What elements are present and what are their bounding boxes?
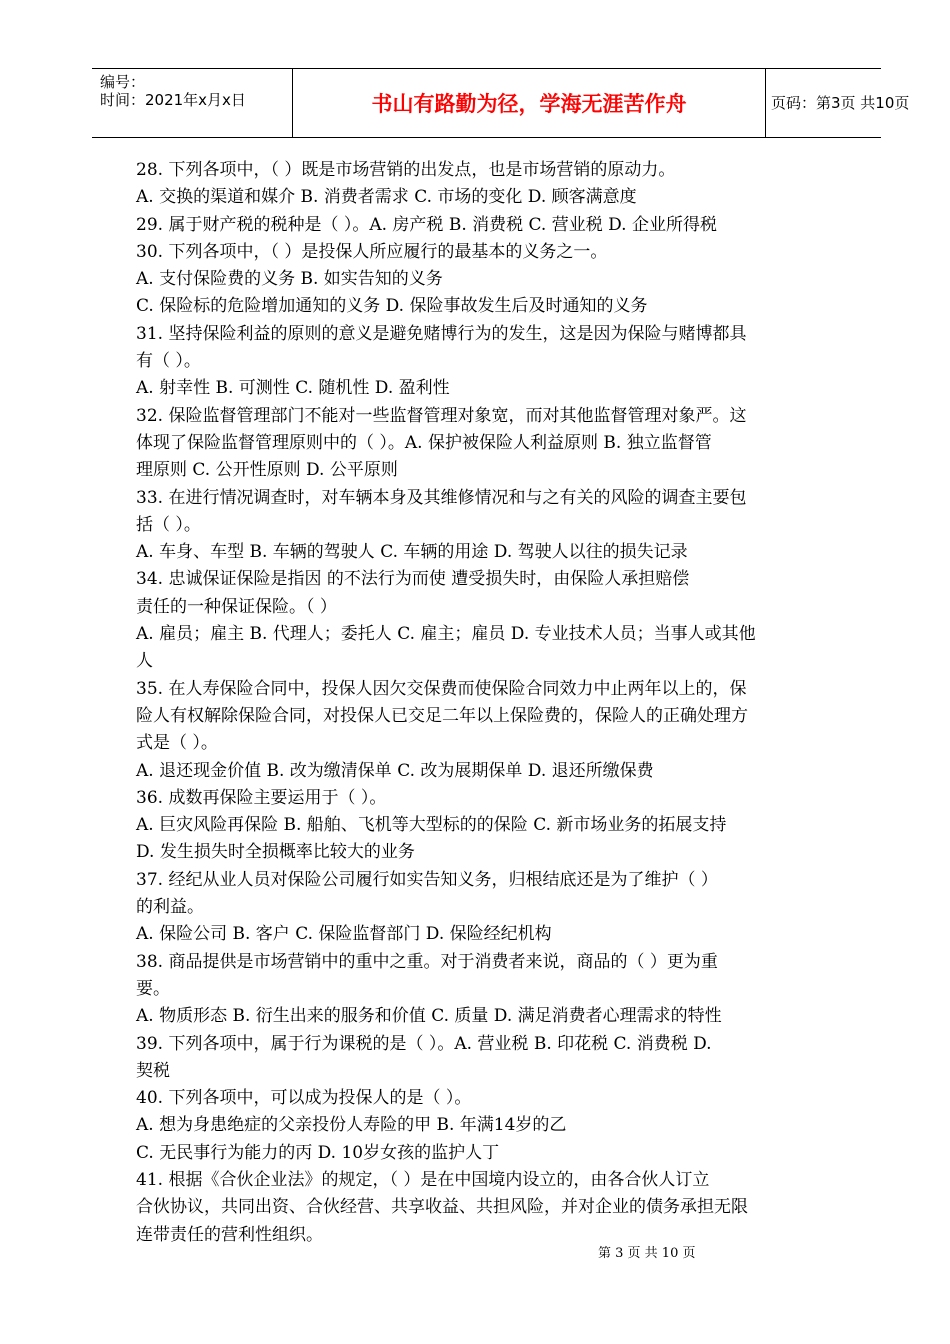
text-line: 括（ ）。: [136, 514, 201, 535]
header-page-info: 页码：第3页 共10页: [771, 94, 910, 112]
text-line: 41. 根据《合伙企业法》的规定，（ ）是在中国境内设立的，由各合伙人订立: [136, 1169, 710, 1190]
question-body: [136, 157, 840, 1249]
text-line: 39. 下列各项中，属于行为课税的是（ ）。A. 营业税 B. 印花税 C. 消费税 D.: [136, 1033, 712, 1054]
document-time-label: 时间：2021年x月x日: [100, 91, 246, 109]
header-meta: [92, 69, 292, 137]
text-line: 38. 商品提供是市场营销中的重中之重。对于消费者来说，商品的（ ）更为重: [136, 951, 718, 972]
text-line: 31. 坚持保险利益的原则的意义是避免赌博行为的发生，这是因为保险与赌博都具: [136, 323, 747, 344]
header-motto: 书山有路勤为径，学海无涯苦作舟: [371, 92, 687, 116]
text-line: C. 无民事行为能力的丙 D. 10岁女孩的监护人丁: [136, 1142, 500, 1163]
text-line: D. 发生损失时全损概率比较大的业务: [136, 842, 415, 863]
text-line: A. 交换的渠道和媒介 B. 消费者需求 C. 市场的变化 D. 顾客满意度: [136, 187, 637, 208]
text-line: 契税: [136, 1060, 170, 1081]
text-line: A. 想为身患绝症的父亲投份人寿险的甲 B. 年满14岁的乙: [136, 1115, 567, 1136]
text-line: 连带责任的营利性组织。: [136, 1224, 323, 1245]
text-line: 40. 下列各项中，可以成为投保人的是（ ）。: [136, 1088, 472, 1109]
text-line: 37. 经纪从业人员对保险公司履行如实告知义务，归根结底还是为了维护（ ）: [136, 869, 718, 890]
text-line: 有（ ）。: [136, 351, 201, 372]
text-line: A. 保险公司 B. 客户 C. 保险监督部门 D. 保险经纪机构: [136, 924, 552, 945]
text-line: 的利益。: [136, 897, 204, 918]
text-line: 理原则 C. 公开性原则 D. 公平原则: [136, 460, 398, 481]
text-line: 30. 下列各项中，（ ）是投保人所应履行的最基本的义务之一。: [136, 241, 608, 262]
text-line: 34. 忠诚保证保险是指因 的不法行为而使 遭受损失时，由保险人承担赔偿: [136, 569, 690, 590]
text-line: 29. 属于财产税的税种是（ ）。A. 房产税 B. 消费税 C. 营业税 D. 企业所得税: [136, 214, 717, 235]
page-footer: 第 3 页 共 10 页: [598, 1246, 696, 1261]
text-line: 36. 成数再保险主要运用于（ ）。: [136, 787, 387, 808]
header-motto-cell: [292, 69, 766, 137]
text-line: A. 支付保险费的义务 B. 如实告知的义务: [136, 269, 443, 290]
text-line: 人: [136, 651, 153, 672]
text-line: A. 巨灾风险再保险 B. 船舶、飞机等大型标的的保险 C. 新市场业务的拓展支持: [136, 815, 727, 836]
text-line: 式是（ ）。: [136, 733, 218, 754]
text-line: 35. 在人寿保险合同中，投保人因欠交保费而使保险合同效力中止两年以上的，保: [136, 678, 747, 699]
text-line: A. 雇员；雇主 B. 代理人；委托人 C. 雇主；雇员 D. 专业技术人员；当事人或其他: [136, 624, 756, 645]
text-line: 险人有权解除保险合同，对投保人已交足二年以上保险费的，保险人的正确处理方: [136, 705, 748, 726]
header-page-cell: [765, 69, 910, 137]
text-line: C. 保险标的危险增加通知的义务 D. 保险事故发生后及时通知的义务: [136, 296, 648, 317]
text-line: 责任的一种保证保险。（ ）: [136, 596, 337, 617]
text-line: A. 车身、车型 B. 车辆的驾驶人 C. 车辆的用途 D. 驾驶人以往的损失记录: [136, 542, 688, 563]
text-line: 体现了保险监督管理原则中的（ ）。A. 保护被保险人利益原则 B. 独立监督管: [136, 432, 712, 453]
text-line: A. 退还现金价值 B. 改为缴清保单 C. 改为展期保单 D. 退还所缴保费: [136, 760, 654, 781]
text-line: 33. 在进行情况调查时，对车辆本身及其维修情况和与之有关的风险的调查主要包: [136, 487, 747, 508]
text-line: 要。: [136, 978, 170, 999]
page-header: [92, 68, 910, 138]
text-line: A. 射幸性 B. 可测性 C. 随机性 D. 盈利性: [136, 378, 450, 399]
document-number-label: 编号：: [100, 73, 146, 91]
text-line: 合伙协议，共同出资、合伙经营、共享收益、共担风险，并对企业的债务承担无限: [136, 1197, 748, 1218]
text-line: 32. 保险监督管理部门不能对一些监督管理对象宽，而对其他监督管理对象严。这: [136, 405, 747, 426]
text-line: A. 物质形态 B. 衍生出来的服务和价值 C. 质量 D. 满足消费者心理需求的特性: [136, 1006, 722, 1027]
text-line: 28. 下列各项中，（ ）既是市场营销的出发点，也是市场营销的原动力。: [136, 160, 676, 180]
